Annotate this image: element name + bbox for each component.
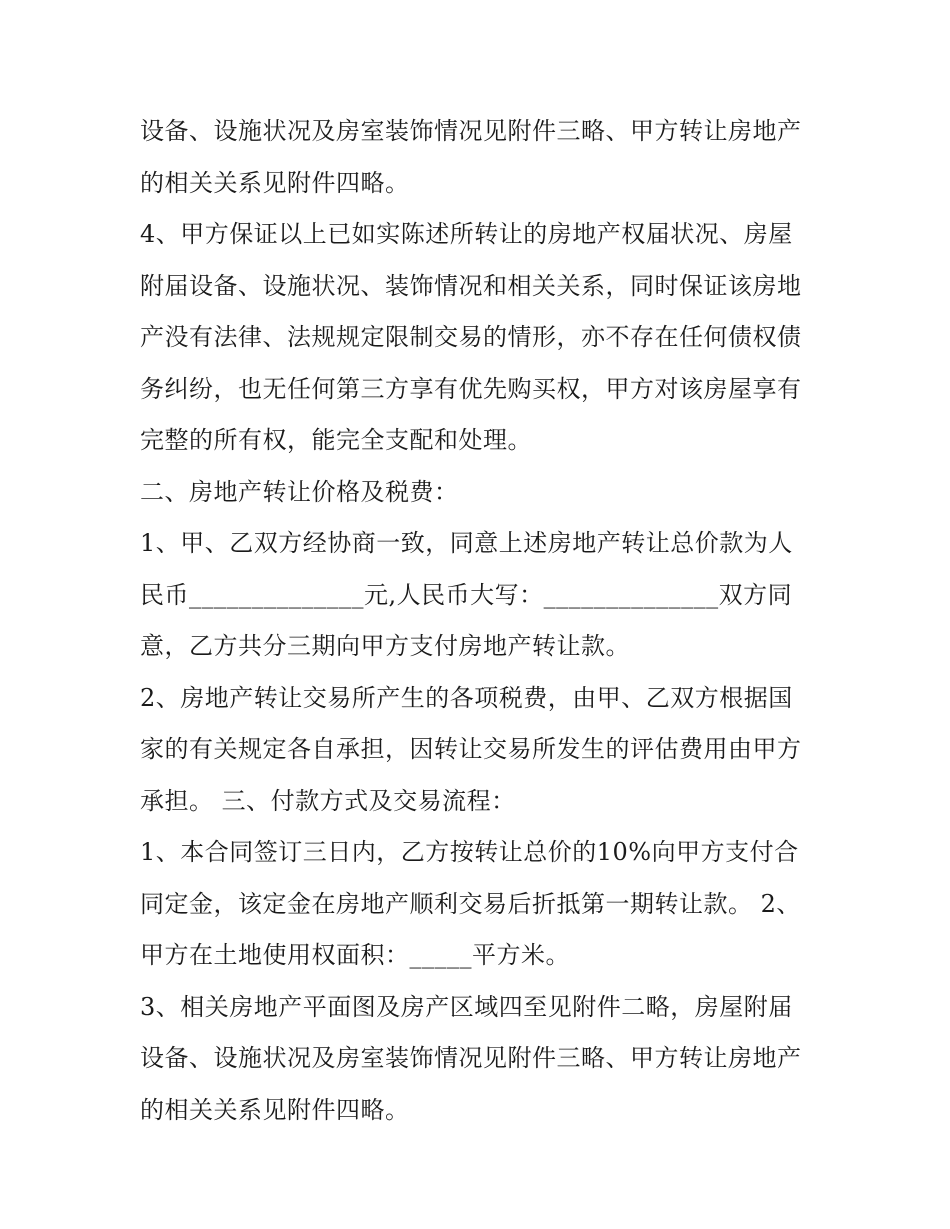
text-line: 1、甲、乙双方经协商一致，同意上述房地产转让总价款为人 [140,529,793,557]
text-line: 完整的所有权，能完全支配和处理。 [140,426,532,454]
text-line: 同定金，该定金在房地产顺利交易后折抵第一期转让款。 2、 [140,889,801,918]
text-line: 意，乙方共分三期向甲方支付房地产转让款。 [140,632,630,660]
text-line: 4、甲方保证以上已如实陈述所转让的房地产权届状况、房屋 [140,220,793,248]
document-body [140,106,820,1136]
text-line: 3、相关房地产平面图及房产区域四至见附件二略，房屋附届 [140,992,793,1021]
text-line: 设备、设施状况及房室装饰情况见附件三略、甲方转让房地产 [140,1044,802,1072]
section-heading: 二、房地产转让价格及税费： [140,477,459,506]
text-line: 产没有法律、法规规定限制交易的情形，亦不存在任何债权债 [140,323,802,351]
text-line: 务纠纷，也无任何第三方享有优先购买权，甲方对该房屋享有 [140,374,802,403]
text-line: 的相关关系见附件四略。 [140,1095,410,1124]
text-line: 附届设备、设施状况、装饰情况和相关关系，同时保证该房地 [140,271,802,300]
text-line: 家的有关规定各自承担，因转让交易所发生的评估费用由甲方 [140,735,802,763]
text-line: 的相关关系见附件四略。 [140,168,410,197]
text-line: 承担。 三、付款方式及交易流程： [140,786,516,815]
text-line: 甲方在土地使用权面积：_____平方米。 [140,941,570,969]
text-line: 民币______________元,人民币大写：______________双方同 [140,580,793,609]
text-line: 1、本合同签订三日内，乙方按转让总价的10%向甲方支付合 [140,838,799,866]
text-line: 2、房地产转让交易所产生的各项税费，由甲、乙双方根据国 [140,683,793,712]
text-line: 设备、设施状况及房室装饰情况见附件三略、甲方转让房地产 [140,117,802,145]
